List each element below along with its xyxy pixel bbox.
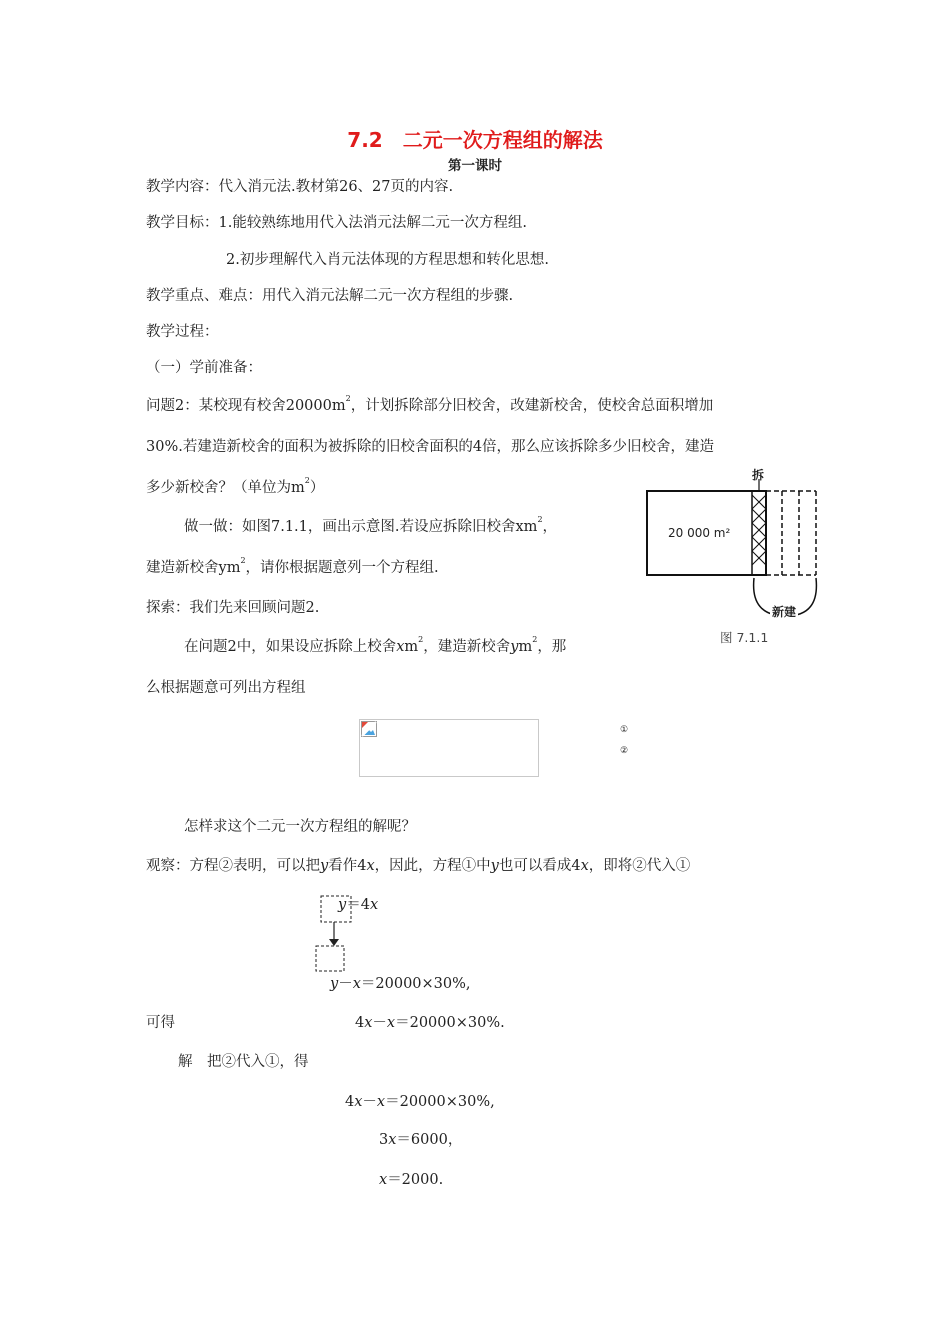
minus: －	[372, 1015, 387, 1031]
superscript: 2	[537, 515, 543, 524]
solution-label: 解 把②代入①，得	[178, 1054, 309, 1070]
var-x: x	[354, 1094, 363, 1110]
observe-text-b: 看作4	[328, 858, 367, 874]
question-line-2: 30%.若建造新校舍的面积为被拆除的旧校舍面积的4倍，那么应该拆除多少旧校舍，建造	[146, 439, 715, 455]
var-x: x	[364, 1015, 373, 1031]
explore-line: 探索：我们先来回顾问题2.	[146, 600, 320, 616]
equation-mark-1: ①	[620, 725, 629, 735]
then-line: 么根据题意可列出方程组	[146, 680, 306, 696]
equation-image-frame	[359, 719, 539, 777]
var-x: x	[369, 897, 379, 913]
var-x: x	[386, 1015, 396, 1031]
page-subtitle: 第一课时	[448, 158, 502, 174]
minus: －	[338, 976, 353, 992]
question-text-d: ）	[309, 480, 325, 496]
minus: －	[362, 1094, 377, 1110]
var-x: x	[396, 639, 405, 655]
inquiry-text-b: ，建造新校舍	[423, 639, 511, 655]
focus-line: 教学重点、难点：用代入消元法解二元一次方程组的步骤.	[146, 288, 514, 304]
coef: 4	[345, 1094, 355, 1110]
eq-y-minus-x	[330, 974, 471, 994]
coef: 3	[379, 1132, 389, 1148]
figure-new-label: 新建	[772, 605, 797, 619]
process-line: 教学过程：	[146, 324, 219, 340]
question-text-b: ，计划拆除部分旧校舍，改建新校舍，使校舍总面积增加	[350, 398, 714, 414]
kede-label: 可得	[146, 1015, 175, 1031]
eq-text: ＝20000×30%,	[360, 976, 471, 992]
eq-text: ＝20000×30%,	[385, 1094, 495, 1110]
question-text-a: 问题2：某校现有校舍20000m	[146, 398, 346, 414]
var-y: y	[510, 639, 519, 655]
page-title: 7.2 二元一次方程组的解法	[347, 128, 603, 152]
eq-text: ＝6000，	[396, 1132, 463, 1148]
build-line	[146, 558, 439, 578]
coef: 4	[355, 1015, 365, 1031]
figure-area-label: 20 000 m²	[668, 526, 731, 540]
var-y: y	[320, 858, 329, 874]
observe-text-c: ，因此，方程①中	[374, 858, 491, 874]
superscript: 2	[532, 635, 538, 644]
eq-y-4x	[338, 895, 378, 915]
inquiry-text-a: 在问题2中，如果设应拆除上校舍	[184, 639, 397, 655]
question-text-c: 多少新校舍？（单位为m	[146, 480, 305, 496]
var-x: x	[388, 1132, 397, 1148]
try-text-a: 做一做：如图7.1.1，画出示意图.若设应拆除旧校舍xm	[184, 519, 538, 535]
var-x: x	[352, 976, 361, 992]
eq-text: ＝4	[346, 897, 370, 913]
goal-line-1: 教学目标：1.能较熟练地用代入法消元法解二元一次方程组.	[146, 215, 527, 231]
build-text-a: 建造新校舍ym	[146, 560, 241, 576]
var-y: y	[490, 858, 499, 874]
question-line-1	[146, 396, 713, 416]
try-text-b: ，	[542, 519, 558, 535]
eq-text: ＝20000×30%.	[395, 1015, 505, 1031]
unit-m: m	[404, 639, 419, 655]
inquiry-text-c: ，那	[537, 639, 567, 655]
broken-image-icon	[361, 721, 377, 737]
var-x: x	[376, 1094, 386, 1110]
var-x: x	[366, 858, 375, 874]
inquiry-line	[184, 637, 566, 657]
var-y: y	[338, 897, 347, 913]
goal-line-2: 2.初步理解代入肖元法体现的方程思想和转化思想.	[226, 252, 549, 268]
observe-text-a: 观察：方程②表明，可以把	[146, 858, 320, 874]
superscript: 2	[345, 394, 351, 403]
observe-text-e: ，即将②代入①	[588, 858, 691, 874]
equation-mark-2: ②	[620, 746, 629, 756]
var-x: x	[379, 1172, 388, 1188]
figure-caption: 图 7.1.1	[720, 630, 769, 645]
var-y: y	[330, 976, 339, 992]
how-line: 怎样求这个二元一次方程组的解呢？	[184, 819, 416, 835]
superscript: 2	[418, 635, 424, 644]
var-x: x	[580, 858, 589, 874]
observe-line	[146, 856, 690, 876]
eq-4x-minus-x-a	[355, 1013, 505, 1033]
content-line: 教学内容：代入消元法.教材第26、27页的内容.	[146, 179, 454, 195]
build-text-b: ，请你根据题意列一个方程组.	[245, 560, 439, 576]
observe-text-d: 也可以看成4	[498, 858, 581, 874]
unit-m: m	[518, 639, 533, 655]
eq-text: ＝2000.	[387, 1172, 444, 1188]
eq-x	[379, 1170, 443, 1190]
eq-4x-minus-x-b	[345, 1092, 495, 1112]
figure-campus-diagram	[646, 466, 822, 624]
prep-line: （一）学前准备：	[146, 360, 262, 376]
superscript: 2	[240, 556, 246, 565]
question-line-3	[146, 478, 324, 498]
eq-3x	[379, 1130, 462, 1150]
try-line	[184, 517, 557, 537]
figure-demolish-label: 拆	[752, 468, 765, 482]
superscript: 2	[304, 476, 310, 485]
